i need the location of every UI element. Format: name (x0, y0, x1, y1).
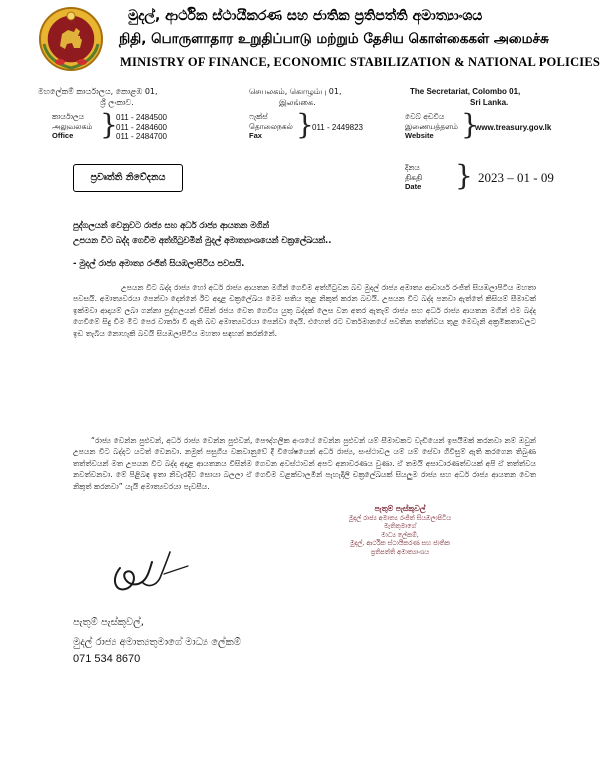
website-link[interactable]: www.treasury.gov.lk (475, 123, 552, 132)
website-label-en: Website (405, 131, 434, 140)
address-ta-line: இலங்கை. (279, 98, 316, 107)
fax-brace: } (296, 108, 314, 141)
stamp-line: මුදල්, ආර්ථික ස්ථායීකරණ සහ ජාතික (349, 539, 450, 548)
headline-line-1: පුද්ගලයන් වෙනුවට රාජ්‍ය සහ අර්ධ රාජ්‍ය ආයතන මගින් (73, 220, 270, 230)
footer-title: මුදල් රාජ්‍ය අමාත්‍යතුමාගේ මාධ්‍ය ලේකම් (73, 637, 241, 648)
address-ta-line: செயலகம், கொழும்பு 01, (249, 87, 342, 96)
address-si-line: මහලේකම් කාර්යාලය, කොළඹ 01, (38, 87, 158, 96)
date-label-si: දිනය (405, 163, 420, 172)
official-stamp (260, 505, 540, 557)
stamp-line: මුදල් රාජ්‍ය අමාත්‍ය රංජිත් සියඹලාපිටිය (348, 513, 452, 522)
website-label-si: වෙබ් අඩවිය (405, 112, 445, 121)
stamp-line: මාධ්‍ය ලේකම්, (381, 530, 419, 539)
press-release-box: ප්‍රවෘත්ති නිවේදනය (73, 164, 183, 192)
body-paragraph-2: “රාජ්‍ය වෙන්න පුළුවන්, අර්ධ රාජ්‍ය වෙන්න පුළුවන්, පෞද්ගලික අංශයේ වෙන්න පුළුවන් යම් සීමාවකට වැඩියෙන් ඉපයීමක් කරනවා නම් ඔවුන් උපයන විට බද්දට යටත් වෙනවා. නමුත් පසුගිය වකවානුවේ දී විශේෂයෙන් අර්ධ රාජ්‍ය, සංස්ථාවල යම් යම් සේවා ගිවිසුම් ඇති කරගෙන තිබුණ තත්ත්වයන් මත උපයන විට බද්ද අදාළ ආයතනය විසින්ම ගෙවන අවස්ථාවන් අපට අනාවරණය වුණා. ඒ තමයි අසාධාරණත්වයක් අපි ඒ තත්ත්වය නවත්වනවා. මේ පිළිබඳ ඉතා නිවැරදිව සොයා බලලා ඒ ගෙවීම වළක්වාලමින් පැහැදිලි චක්‍රලේඛයක් සියලුම රාජ්‍ය සහ අර්ධ රාජ්‍ය ආයතන වෙත නිකුත් කරනවා” යැයි අමාත්‍යවරයා පැවසීය. (73, 436, 536, 491)
stamp-line: මැතිතුමාගේ (383, 522, 417, 531)
address-si-line: ශ්‍රී ලංකාව. (100, 98, 134, 107)
address-en-line: The Secretariat, Colombo 01, (410, 87, 521, 96)
office-phone: 011 - 2484500 (116, 113, 168, 122)
address-sinhala (38, 86, 158, 108)
office-label-en: Office (52, 131, 74, 140)
ministry-title-sinhala: මුදල්, ආර්ථික ස්ථායීකරණ සහ ජාතික ප්‍රතිපත්ති අමාත්‍යාංශය (128, 8, 483, 24)
office-label-ta: அலுவலகம் (52, 121, 93, 131)
sri-lanka-emblem-icon (38, 6, 104, 72)
date-label-ta: திகதி (405, 172, 423, 182)
stamp-line: පැතුම් පැස්කුවල් (374, 504, 426, 513)
footer-phone: 071 534 8670 (73, 653, 141, 665)
office-label (52, 112, 92, 141)
fax-label-si: ෆැක්ස් (249, 112, 268, 121)
date-label-en: Date (405, 182, 422, 191)
body-paragraph-1: උපයන විට බද්ද රාජ්‍ය හෝ අර්ධ රාජ්‍ය ආයතන මගින් ගෙවීම අත්හිටුවන බව මුදල් රාජ්‍ය අමාත්‍ය ආචාර්ය රංජිත් සියඹලාපිටිය මහතා පවසයි. අමාත්‍යවරයා පෙන්වා දෙන්නේ ඊට අදාළ චක්‍රලේඛය මෙම සතිය තුළ නිකුත් කරන බවයි. උපයන විට බද්ද පනවා ඇත්තේ කිසියම් සීමාවක් ඉක්මවා ආදායම් ලබා ගන්නා පුද්ගලයන් විසින් රජය වෙත ගෙවිය යුතු බද්දක් ලෙස වන අතර ඇතැම් රාජ්‍ය සහ අර්ධ රාජ්‍ය ආයතන මගින් එම බද්ද ගෙවීමේ සිදු වීම මීට පෙර වාර්තා වී ඇති බව අමාත්‍යවරයා පෙන්වා දෙයි. එහෙත් රට වර්තමානයේ පවතින තත්ත්වය තුළ මෙවැනි අක්‍රමිකතාවලට ඉඩ තැබිය නොහැකි බවයි සියඹලාපිටිය මහතා සඳහන් කරන්නේ. (73, 283, 536, 338)
footer-signatory (73, 616, 241, 666)
website-label (405, 112, 458, 141)
office-phone: 011 - 2484700 (116, 132, 168, 141)
date-brace: } (455, 159, 473, 192)
fax-label-en: Fax (249, 131, 262, 140)
address-tamil (249, 86, 342, 108)
office-phone: 011 - 2484600 (116, 122, 168, 132)
fax-label-ta: தொலைநகல் (249, 121, 293, 131)
office-numbers (116, 113, 167, 142)
ministry-title-english: MINISTRY OF FINANCE, ECONOMIC STABILIZATION & NATIONAL POLICIES (120, 55, 600, 69)
handwritten-signature (108, 538, 198, 600)
office-brace: } (100, 108, 118, 141)
date-label (405, 163, 422, 192)
stamp-line: ප්‍රතිපත්ති අමාත්‍යාංශය (370, 547, 430, 556)
date-value: 2023 – 01 - 09 (478, 170, 554, 185)
address-en-line: Sri Lanka. (470, 98, 509, 107)
website-brace: } (461, 108, 479, 141)
website-label-ta: இணையத்தளம் (405, 121, 458, 131)
byline: - මුදල් රාජ්‍ය අමාත්‍ය රංජිත් සියඹලාපිටිය පවසයි. (73, 258, 245, 268)
fax-label (249, 112, 293, 141)
fax-number: 011 - 2449823 (312, 123, 364, 132)
ministry-title-tamil: நிதி, பொருளாதார உறுதிப்பாடு மற்றும் தேசிய கொள்கைகள் அமைச்சு (119, 31, 549, 47)
office-label-si: කාර්යාලය (52, 112, 85, 121)
address-english (410, 86, 520, 108)
footer-name: පැතුම් පැස්කුවල්, (73, 617, 144, 628)
headline-line-2: උපයන විට බද්ද ගෙවීම අත්හිටුවමින් මුදල් අමාත්‍යාංශයෙන් චක්‍රලේඛයක්.. (73, 235, 332, 245)
